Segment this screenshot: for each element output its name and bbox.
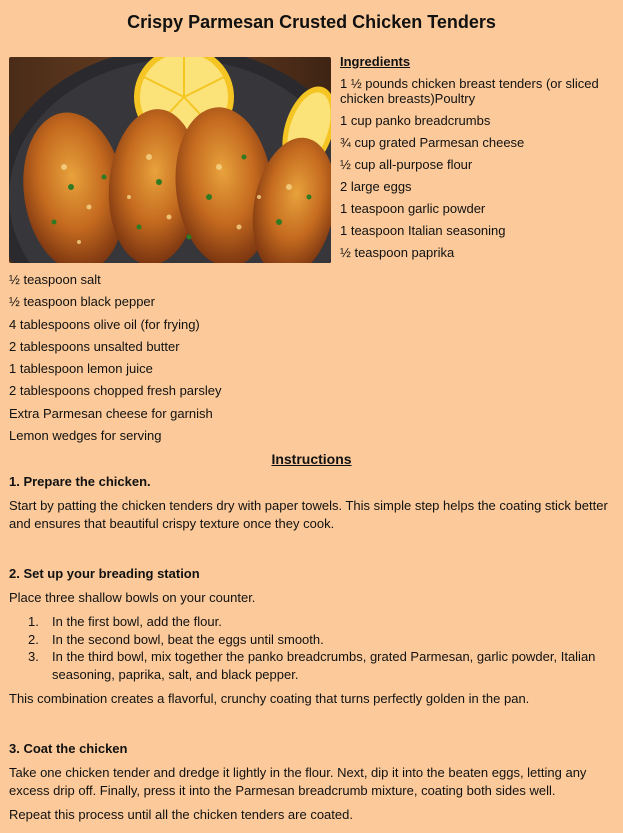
step-2-title: 2. Set up your breading station	[9, 566, 200, 581]
list-number: 3.	[28, 649, 39, 664]
ingredient-item: 2 tablespoons chopped fresh parsley	[9, 383, 222, 399]
ingredient-item: ½ teaspoon salt	[9, 272, 101, 287]
step-3-repeat: Repeat this process until all the chicken tenders are coated.	[9, 807, 353, 822]
step-2-intro: Place three shallow bowls on your counter.	[9, 590, 256, 605]
ingredient-item: ½ cup all-purpose flour	[340, 157, 473, 172]
list-text: In the second bowl, beat the eggs until smooth.	[52, 631, 324, 647]
ingredient-item: ½ teaspoon black pepper	[9, 294, 155, 310]
chicken-tenders-photo	[9, 57, 331, 263]
step-3-title: 3. Coat the chicken	[9, 741, 128, 756]
ingredients-list-right	[340, 76, 620, 267]
step-2-outro: This combination creates a flavorful, crunchy coating that turns perfectly golden in the pan.	[9, 691, 530, 706]
step-1-title: 1. Prepare the chicken.	[9, 474, 151, 489]
ingredient-item: ½ teaspoon paprika	[340, 245, 455, 260]
list-item	[28, 648, 608, 683]
ingredient-item: 1 teaspoon garlic powder	[340, 201, 486, 216]
ingredient-item: Lemon wedges for serving	[9, 428, 162, 444]
list-item	[28, 613, 608, 631]
ingredient-item: 1 ½ pounds chicken breast tenders (or sliced chicken breasts)Poultry	[340, 76, 599, 106]
ingredient-item: 4 tablespoons olive oil (for frying)	[9, 316, 200, 332]
ingredient-item: 2 tablespoons unsalted butter	[9, 338, 180, 354]
ingredient-item: 1 cup panko breadcrumbs	[340, 113, 491, 128]
ingredient-item: 2 large eggs	[340, 179, 412, 194]
ingredient-item: ¾ cup grated Parmesan cheese	[340, 135, 525, 150]
list-number: 2.	[28, 631, 39, 647]
ingredients-heading: Ingredients	[340, 54, 411, 69]
recipe-title: Crispy Parmesan Crusted Chicken Tenders	[127, 12, 496, 32]
ingredient-item: 1 teaspoon Italian seasoning	[340, 223, 506, 238]
list-text: In the third bowl, mix together the panko breadcrumbs, grated Parmesan, garlic powder, Italian seasoning, paprika, salt, and black pepper.	[52, 649, 596, 682]
step-3-text: Take one chicken tender and dredge it lightly in the flour. Next, dip it into the beaten eggs, letting any excess drip off. Finally, press it into the Parmesan breadcrumb mixture, coating both sides well.	[9, 765, 587, 798]
list-item	[28, 631, 608, 649]
ingredient-item: 1 tablespoon lemon juice	[9, 361, 153, 377]
list-text: In the first bowl, add the flour.	[52, 614, 222, 629]
step-1-text: Start by patting the chicken tenders dry with paper towels. This simple step helps the coating stick better and ensures that beautiful crispy texture once they cook.	[9, 498, 608, 531]
list-number: 1.	[28, 614, 39, 629]
instructions-heading: Instructions	[271, 451, 352, 467]
ingredients-list-left	[9, 272, 339, 450]
ingredient-item: Extra Parmesan cheese for garnish	[9, 405, 213, 421]
breading-steps-list	[28, 613, 608, 683]
